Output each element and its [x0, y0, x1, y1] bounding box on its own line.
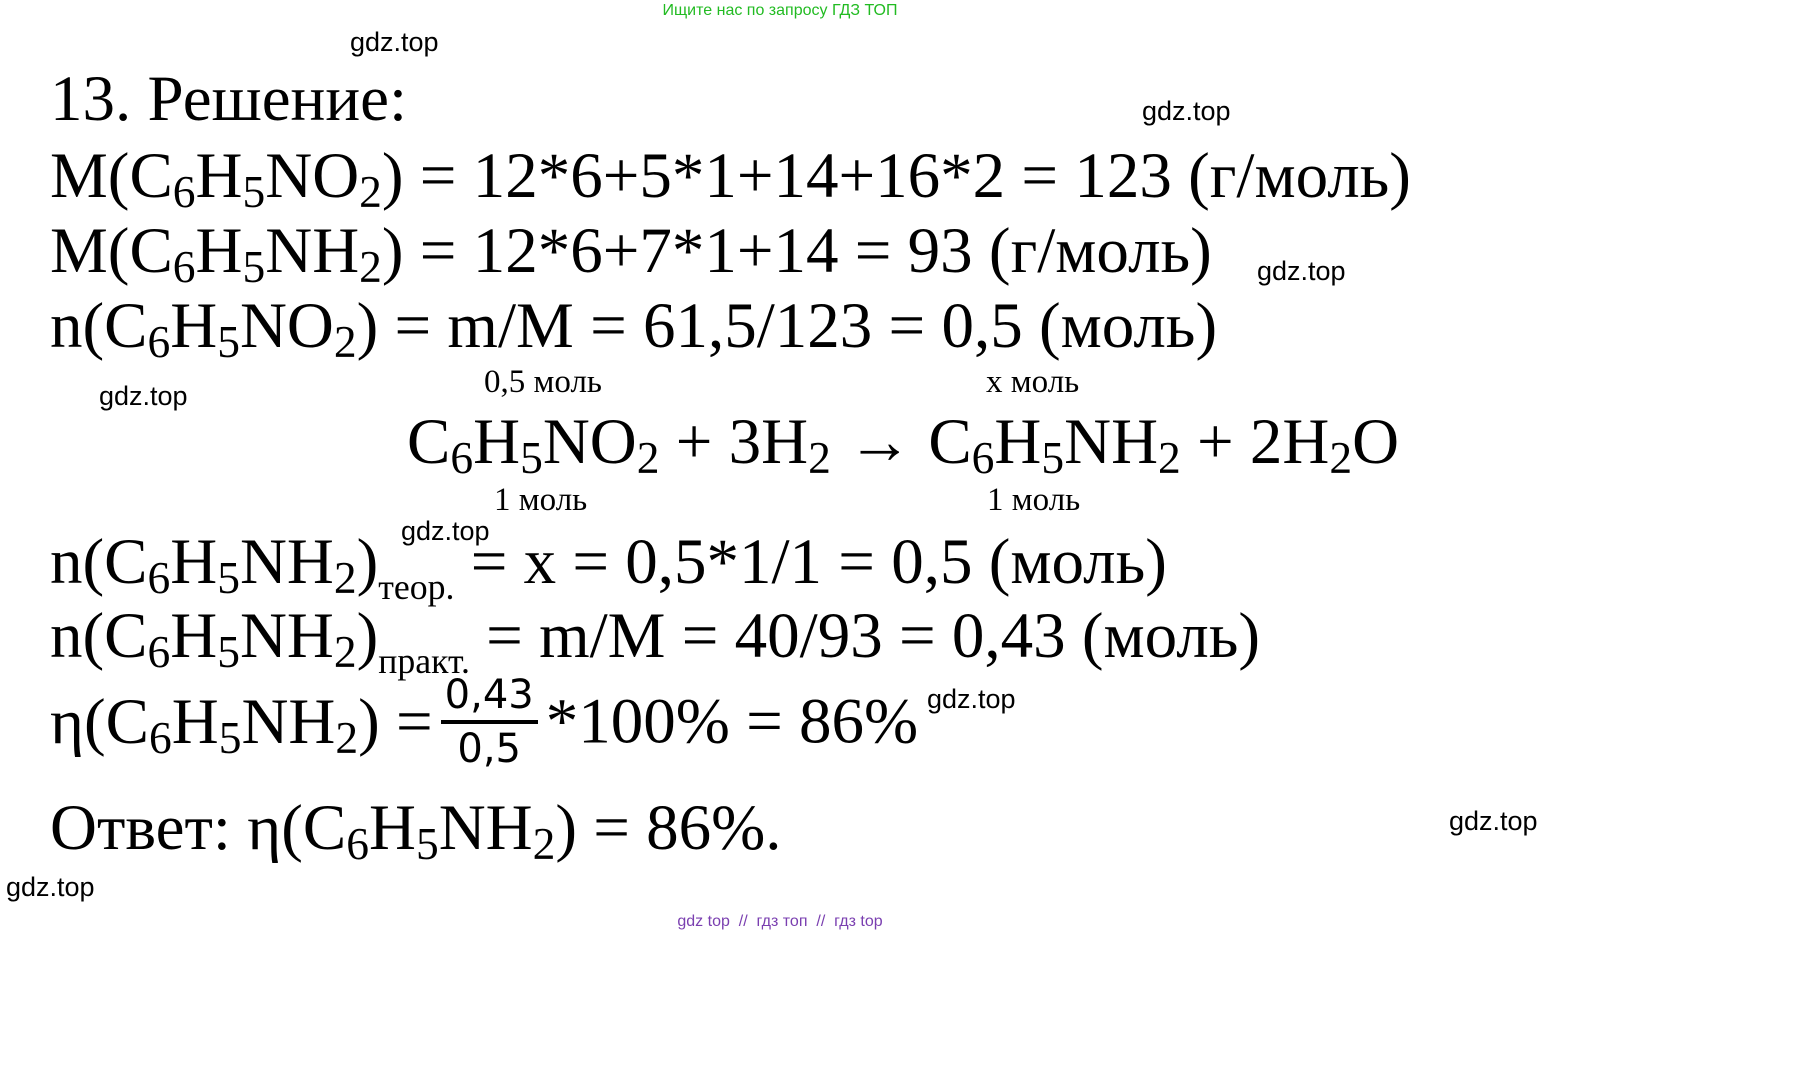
subscript-label: теор.: [378, 567, 455, 608]
watermark: gdz.top: [401, 516, 490, 546]
answer-value: = 86%.: [576, 792, 782, 864]
watermark: gdz.top: [99, 381, 188, 411]
bottom-banner[interactable]: gdz top // гдз топ // гдз top: [677, 913, 883, 930]
yield-calculation: [50, 674, 918, 770]
watermark: gdz.top: [1142, 96, 1231, 126]
reaction-below-left: 1 моль: [494, 482, 588, 518]
formula-lhs: $n(C_6H_5NO_2)$: [50, 290, 379, 367]
calc-rhs: = m/M = 40/93 = 0,43 (моль): [469, 600, 1260, 672]
molar-mass-aniline: [50, 215, 1212, 292]
answer-line: [50, 792, 782, 869]
moles-aniline-theoretical: [50, 526, 1167, 608]
fraction: [441, 674, 538, 770]
calc-rhs: = x = 0,5*1/1 = 0,5 (моль): [454, 526, 1167, 598]
moles-aniline-practical: [50, 600, 1260, 682]
watermark: gdz.top: [1257, 256, 1346, 286]
formula-lhs: $\eta(C_6H_5NH_2)$ =: [50, 685, 433, 763]
formula-lhs: $M(C_6H_5NH_2)$: [50, 215, 404, 292]
reaction-equation: $C_6H_5NO_2 + 3H_2 \to C_6H_5NH_2 + 2H_2O$: [407, 406, 1400, 483]
watermark: gdz.top: [350, 27, 439, 57]
calc-rhs: *100% = 86%: [545, 685, 919, 758]
moles-nitrobenzene: [50, 290, 1218, 367]
fraction-numerator: 0,43: [441, 674, 538, 724]
calc-rhs: = 12*6+7*1+14 = 93 (г/моль): [403, 215, 1212, 287]
watermark: gdz.top: [927, 684, 1016, 714]
answer-formula: $\eta(C_6H_5NH_2)$: [247, 792, 577, 869]
top-banner[interactable]: Ищите нас по запросу ГДЗ ТОП: [662, 2, 898, 19]
reaction-above-right: x моль: [986, 364, 1080, 400]
fraction-denominator: 0,5: [457, 726, 521, 772]
subscript-label: практ.: [378, 641, 470, 682]
answer-prefix: Ответ:: [50, 792, 248, 864]
watermark: gdz.top: [6, 872, 95, 902]
calc-rhs: = m/M = 61,5/123 = 0,5 (моль): [378, 290, 1218, 362]
watermark: gdz.top: [1449, 806, 1538, 836]
formula-lhs: $n(C_6H_5NH_2)$: [50, 526, 379, 603]
reaction-above-left: 0,5 моль: [484, 364, 602, 400]
reaction-below-right: 1 моль: [987, 482, 1081, 518]
molar-mass-nitrobenzene: [50, 140, 1411, 217]
calc-rhs: = 12*6+5*1+14+16*2 = 123 (г/моль): [403, 140, 1411, 212]
formula-lhs: $n(C_6H_5NH_2)$: [50, 600, 379, 677]
solution-heading: 13. Решение:: [50, 63, 408, 135]
formula-lhs: $M(C_6H_5NO_2)$: [50, 140, 404, 217]
